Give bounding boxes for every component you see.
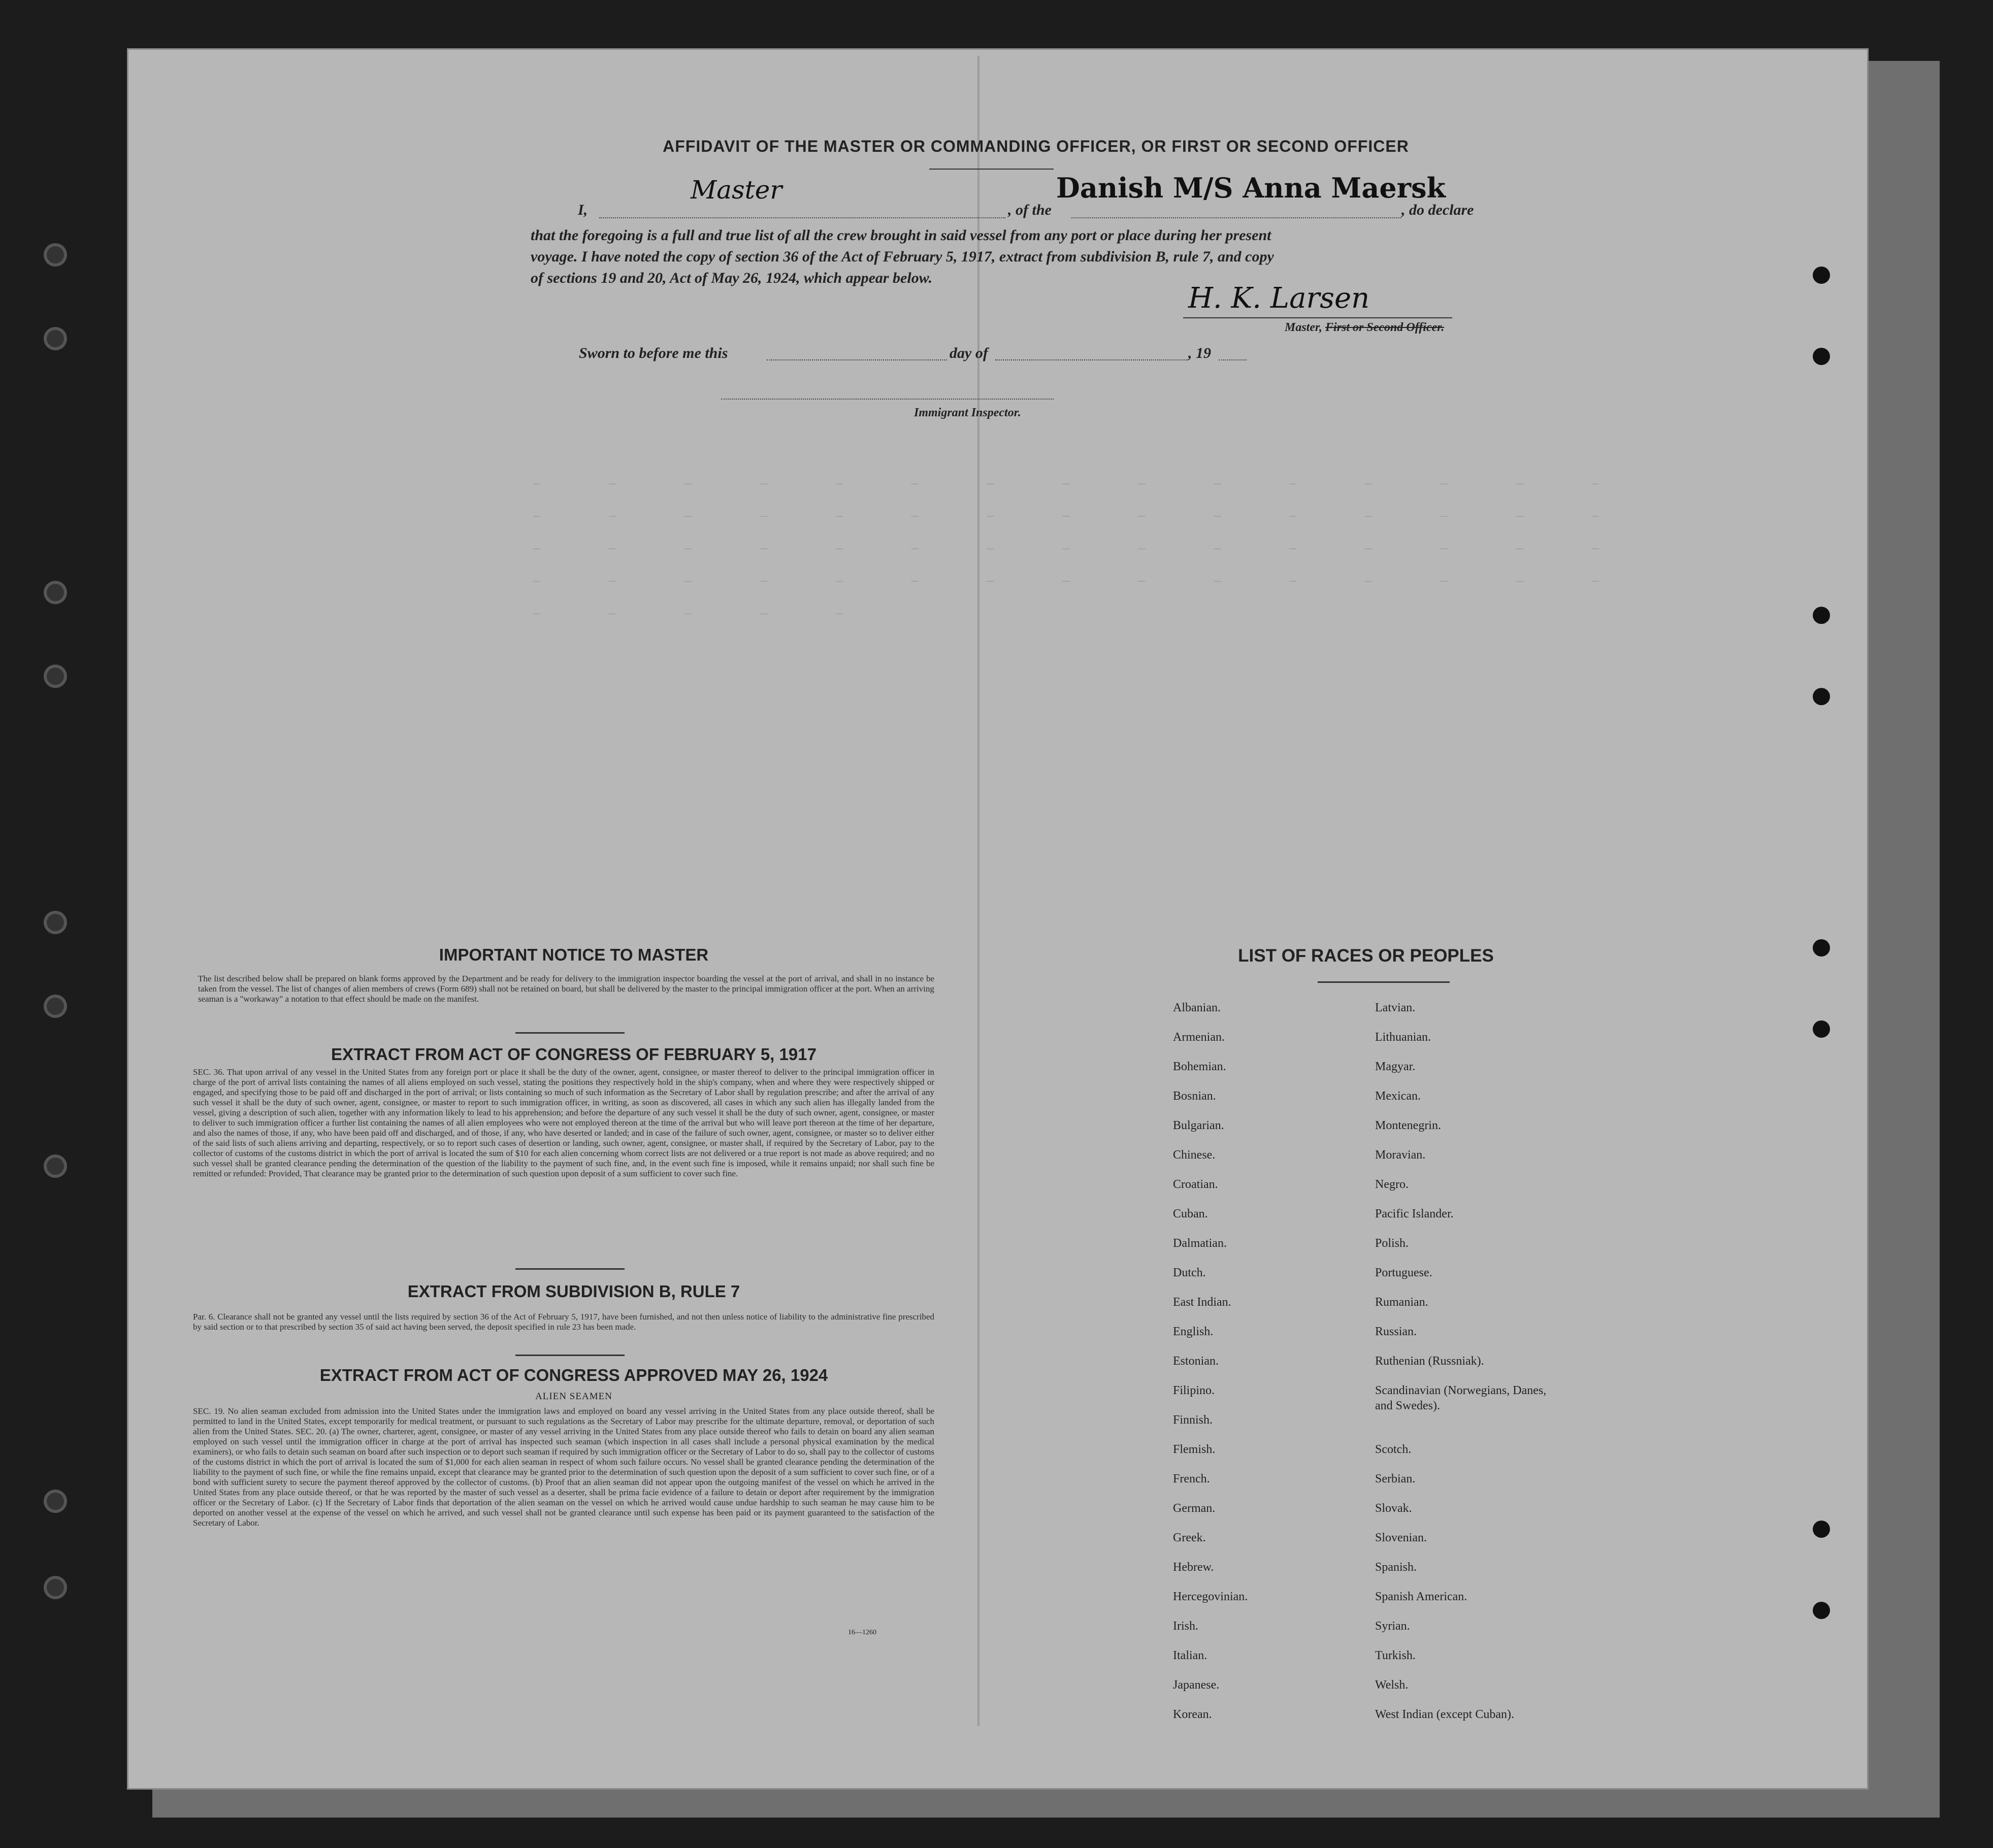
binder-hole [1813, 1020, 1830, 1038]
race-item: Bulgarian. [1173, 1119, 1224, 1132]
divider [1318, 981, 1450, 983]
binder-hole [47, 246, 64, 263]
race-item: Bosnian. [1173, 1090, 1216, 1103]
divider [929, 169, 1054, 170]
race-item: Welsh. [1375, 1678, 1409, 1692]
signer-title-struck: First or Second Officer. [1325, 321, 1445, 334]
affiant-prefix: I, [578, 202, 588, 218]
race-item: Scotch. [1375, 1443, 1412, 1456]
binder-hole [1813, 1521, 1830, 1538]
extract-1917-title: EXTRACT FROM ACT OF CONGRESS OF FEBRUARY 5, 1917 [331, 1045, 816, 1064]
affiant-blank [599, 217, 1005, 218]
binder-hole [1813, 939, 1830, 956]
races-right-column [1375, 1000, 1578, 1736]
notice-title: IMPORTANT NOTICE TO MASTER [439, 945, 709, 964]
form-number: 16—1260 [848, 1629, 876, 1636]
race-item: West Indian (except Cuban). [1375, 1708, 1514, 1721]
race-item: Albanian. [1173, 1001, 1221, 1014]
race-item: Slovak. [1375, 1502, 1412, 1515]
race-item: Cuban. [1173, 1207, 1208, 1220]
sworn-year-blank [1219, 359, 1247, 360]
race-item: Scandinavian (Norwegians, Danes, and Swedes). [1375, 1384, 1547, 1412]
extract-1924-title: EXTRACT FROM ACT OF CONGRESS APPROVED MAY 26, 1924 [319, 1366, 828, 1384]
binder-hole [47, 1579, 64, 1596]
binder-hole [47, 584, 64, 601]
binder-hole [1813, 1602, 1830, 1619]
race-item: Hebrew. [1173, 1561, 1214, 1574]
race-item: Croatian. [1173, 1178, 1218, 1191]
extract-rule7-text: Par. 6. Clearance shall not be granted any vessel until the lists required by section 36 of the Act of February 5, 1917, have been furnished, and not then unless notice of liability to the administrative fine prescribed by said section or to that prescribed by section 35 of said act having been served, the deposit specified in rule 23 has been made. [193, 1312, 934, 1332]
race-item: East Indian. [1173, 1296, 1231, 1309]
extract-1924-text: SEC. 19. No alien seaman excluded from admission into the United States under the immigration laws and employed on board any vessel arriving in the United States from any place outside thereof, shall be permitted to land in the United States, except temporarily for medical treatment, or pursuant to such regulations as the Secretary of Labor may prescribe for the ultimate departure, removal, or deportation of such alien from the United States. SEC. 20. (a) The owner, charterer, agent, consignee, or master of any vessel arriving in the United States from any place outside thereof who fails to detain on board any alien seaman employed on such vessel until the immigration officer in charge at the port of arrival has inspected such seaman (which inspection in all cases shall include a personal physical examination by the medical examiners), or who fails to detain such seaman on board after such inspection or to deport such seaman if required by such immigration officer or the Secretary of Labor to do so, shall pay to the collector of customs of the customs district in which the port of arrival is located the sum of $1,000 for each alien seaman in respect of whom such failure occurs. No vessel shall be granted clearance pending the determination of the liability to the payment of such fine, or while the fine remains unpaid, except that clearance may be granted prior to the determination of such question upon the deposit of a sum sufficient to cover such fine, or of a bond with sufficient surety to secure the payment thereof approved by the collector of customs. (b) Proof that an alien seaman did not appear upon the outgoing manifest of the vessel on which he arrived in the United States from any place outside thereof, or that he was reported by the master of such vessel as a deserter, shall be prima facie evidence of a failure to detain or deport after requirement by the immigration officer or the Secretary of Labor. (c) If the Secretary of Labor finds that deportation of the alien seaman on the vessel on which he arrived would cause undue hardship to such seaman he may cause him to be deported on another vessel at the expense of the vessel on which he arrived, and such vessel shall not be granted clearance until such expense has been paid or its payment guaranteed to the satisfaction of the Secretary of Labor. [193, 1406, 934, 1528]
race-item: Irish. [1173, 1620, 1198, 1633]
binder-hole [1813, 267, 1830, 284]
binder-hole [1813, 607, 1830, 624]
affidavit-line-4: of sections 19 and 20, Act of May 26, 1924, which appear below. [531, 270, 933, 286]
binder-hole [47, 1493, 64, 1510]
race-item: Latvian. [1375, 1001, 1416, 1014]
binder-hole [47, 914, 64, 931]
race-item: Lithuanian. [1375, 1031, 1431, 1044]
master-signature: H. K. Larsen [1188, 282, 1370, 315]
inspector-label: Immigrant Inspector. [914, 406, 1021, 419]
sworn-day-blank [767, 359, 947, 360]
divider [515, 1268, 625, 1270]
affidavit-line-2: that the foregoing is a full and true list of all the crew brought in said vessel from any port or place during her present [531, 227, 1271, 244]
day-of-label: day of [950, 345, 988, 361]
race-item: Polish. [1375, 1237, 1409, 1250]
race-item: Chinese. [1173, 1148, 1216, 1162]
race-item: Spanish. [1375, 1561, 1417, 1574]
year-label: , 19 [1188, 345, 1211, 361]
race-item: Japanese. [1173, 1678, 1220, 1692]
binder-hole [1813, 348, 1830, 365]
race-item: Russian. [1375, 1325, 1417, 1338]
vessel-blank [1071, 217, 1401, 218]
binder-hole [47, 668, 64, 685]
race-item: Dutch. [1173, 1266, 1206, 1279]
races-left-column [1173, 1000, 1376, 1736]
binder-hole [47, 1158, 64, 1175]
sworn-month-blank [995, 359, 1188, 360]
binder-hole [1813, 688, 1830, 705]
signer-title-master: Master, [1285, 321, 1323, 334]
signer-title [1285, 321, 1444, 335]
race-item: Ruthenian (Russniak). [1375, 1355, 1484, 1368]
race-item: Dalmatian. [1173, 1237, 1227, 1250]
binder-hole [47, 330, 64, 347]
extract-1924-subtitle: ALIEN SEAMEN [535, 1391, 612, 1402]
race-item: Finnish. [1173, 1413, 1213, 1427]
race-item: Pacific Islander. [1375, 1207, 1454, 1220]
do-declare-label: , do declare [1401, 202, 1474, 218]
bleed-through-marks: ‒ ‒ ‒ ‒ ‒ ‒ ‒ ‒ ‒ ‒ ‒ ‒ ‒ ‒ ‒ ‒ ‒ ‒ ‒ ‒ ‒ ‒ ‒ ‒ ‒ ‒ ‒ ‒ ‒ ‒ ‒ ‒ ‒ ‒ ‒ ‒ ‒ ‒ ‒ ‒ ‒ ‒ ‒ ‒ ‒ ‒ ‒ ‒ ‒ ‒ ‒ ‒ ‒ ‒ ‒ ‒ ‒ ‒ ‒ ‒ ‒ ‒ ‒ ‒ ‒ [533, 476, 1630, 620]
race-item: Magyar. [1375, 1060, 1416, 1073]
race-item: Italian. [1173, 1649, 1207, 1662]
affidavit-title: AFFIDAVIT OF THE MASTER OR COMMANDING OFFICER, OR FIRST OR SECOND OFFICER [663, 137, 1409, 155]
binder-hole [47, 998, 64, 1015]
race-item: Montenegrin. [1375, 1119, 1441, 1132]
race-item: Flemish. [1173, 1443, 1216, 1456]
race-item: Syrian. [1375, 1620, 1410, 1633]
race-item: Turkish. [1375, 1649, 1416, 1662]
race-item: Portuguese. [1375, 1266, 1432, 1279]
race-item: Negro. [1375, 1178, 1409, 1191]
race-item: Estonian. [1173, 1355, 1219, 1368]
of-the-label: , of the [1008, 202, 1052, 218]
race-item: Bohemian. [1173, 1060, 1226, 1073]
race-item: English. [1173, 1325, 1214, 1338]
race-item: Korean. [1173, 1708, 1212, 1721]
handwritten-rank: Master [691, 175, 782, 205]
race-item: Filipino. [1173, 1384, 1215, 1397]
race-item: Serbian. [1375, 1472, 1416, 1486]
race-item: Mexican. [1375, 1090, 1421, 1103]
races-title: LIST OF RACES OR PEOPLES [1238, 946, 1494, 966]
race-item: Armenian. [1173, 1031, 1225, 1044]
divider [515, 1355, 625, 1356]
race-item: Greek. [1173, 1531, 1206, 1544]
race-item: Spanish American. [1375, 1590, 1467, 1603]
divider [515, 1032, 625, 1034]
affidavit-line-3: voyage. I have noted the copy of section 36 of the Act of February 5, 1917, extract from subdivision B, rule 7, and copy [531, 248, 1274, 265]
race-item: German. [1173, 1502, 1216, 1515]
notice-text: The list described below shall be prepared on blank forms approved by the Department and be ready for delivery to the immigration inspector boarding the vessel at the port of arrival, and shall in no instance be taken from the vessel. The list of changes of alien members of crews (Form 689) shall not be retained on board, but shall be delivered by the master to the principal immigration officer at the port. When an arriving seaman is a "workaway" a notation to that effect should be made on the manifest. [198, 974, 934, 1004]
extract-rule7-title: EXTRACT FROM SUBDIVISION B, RULE 7 [407, 1282, 740, 1301]
signature-line [1183, 317, 1452, 318]
inspector-signature-blank [721, 399, 1054, 400]
extract-1917-text: SEC. 36. That upon arrival of any vessel in the United States from any foreign port or place it shall be the duty of the owner, agent, consignee, or master thereof to deliver to the principal immigration officer in charge of the port of arrival lists containing the names of all aliens employed on such vessel, stating the positions they respectively hold in the ship's company, when and where they were respectively shipped or engaged, and specifying those to be paid off and discharged in the port of arrival; or lists containing so much of such information as the Secretary of Labor shall by regulation prescribe; and after the arrival of any such vessel it shall be the duty of such owner, agent, consignee, or master to report to such immigration officer, in writing, as soon as discovered, all cases in which any such alien has illegally landed from the vessel, giving a description of such alien, together with any information likely to lead to his apprehension; and before the departure of any such vessel it shall be the duty of such owner, agent, consignee, or master to deliver to such immigration officer a further list containing the names of all alien employees who were not employed thereon at the time of the arrival but who will leave port thereon at the time of her departure, and also the names of those, if any, who have been paid off and discharged, and of those, if any, who have deserted or landed; and in case of the failure of such owner, agent, consignee, or master so to deliver either of the said lists of such aliens arriving and departing, respectively, or so to report such cases of desertion or landing, such owner, agent, consignee, or master shall, if required by the Secretary of Labor, pay to the collector of customs of the customs district in which the port of arrival is located the sum of $10 for each alien concerning whom correct lists are not delivered or a true report is not made as above required; and no such vessel shall be granted clearance pending the determination of the question of the liability to the payment of such fine, and, in the event such fine is imposed, while it remains unpaid; nor shall such fine be remitted or refunded: Provided, That clearance may be granted prior to the determination of such question upon deposit of a sum sufficient to cover such fine. [193, 1067, 934, 1178]
race-item: Rumanian. [1375, 1296, 1428, 1309]
sworn-label: Sworn to before me this [579, 345, 728, 361]
race-item: Slovenian. [1375, 1531, 1427, 1544]
race-item: French. [1173, 1472, 1210, 1486]
ship-name: Danish M/S Anna Maersk [1056, 172, 1446, 204]
race-item: Hercegovinian. [1173, 1590, 1248, 1603]
race-item: Moravian. [1375, 1148, 1426, 1162]
